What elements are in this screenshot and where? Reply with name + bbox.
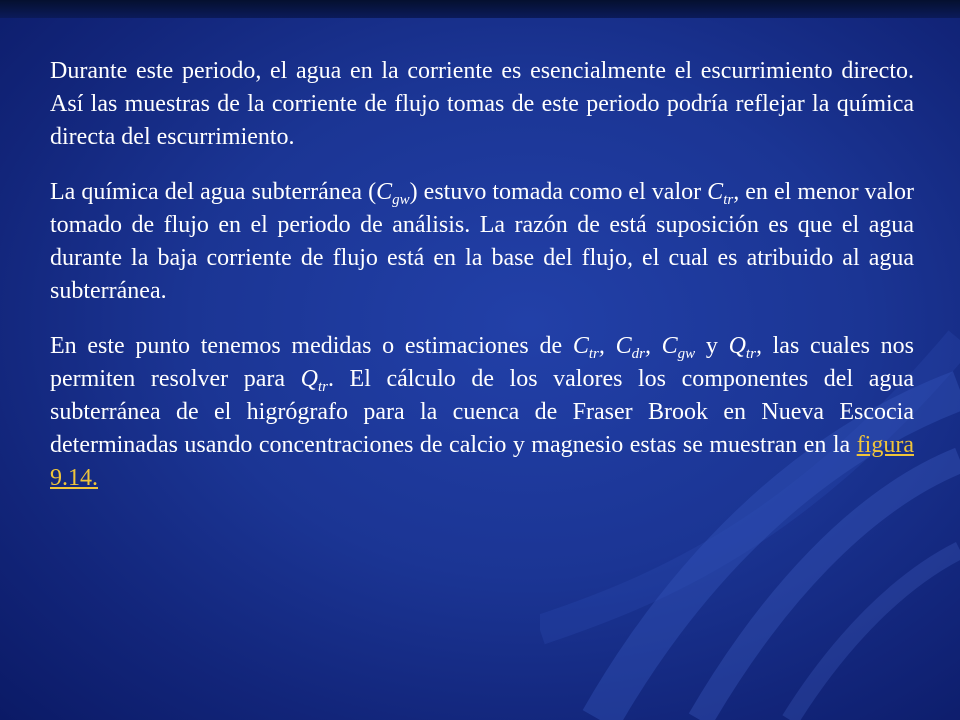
symbol-c-tr-2: $C_{tr}$, [572, 333, 616, 362]
p3-text-4: . El cálculo de los valores los componentes del agua subterránea de el higrógrafo para la cuenca de Fraser Brook en Nueva Escocia determinadas usando concentraciones de calcio y magnesio estas se muestran en la [50, 366, 914, 458]
symbol-c-tr: $C_{tr}$, [707, 179, 740, 208]
p3-text-2: y [695, 333, 729, 359]
symbol-q-tr: $Q_{tr}$, [728, 333, 762, 362]
paragraph-2 [50, 176, 914, 308]
p3-text-3: las cuales nos permiten resolver para [50, 333, 915, 392]
p2-text-2: ) estuvo tomada como el valor [409, 179, 708, 205]
slide-content [50, 55, 914, 517]
figure-link[interactable]: figura 9.14. [50, 432, 914, 491]
symbol-c-dr: $C_{dr}$, [615, 333, 662, 362]
paragraph-1-text: Durante este periodo, el agua en la corriente es esencialmente el escurrimiento directo. Así las muestras de la corriente de flujo tomas de este periodo podría reflejar la química directa del escurrimiento. [50, 58, 914, 150]
paragraph-1 [50, 55, 914, 154]
p2-text-1: La química del agua subterránea ( [50, 179, 377, 205]
p3-text-1: En este punto tenemos medidas o estimaciones de [50, 333, 573, 359]
p2-text-3: en el menor valor tomado de flujo en el periodo de análisis. La razón de está suposición es que el agua durante la baja corriente de flujo está en la base del flujo, el cual es atribuido al agua subterránea. [50, 179, 914, 304]
top-band [0, 0, 960, 18]
paragraph-3 [50, 330, 914, 495]
symbol-c-gw-2: $C_{gw}$ [661, 333, 696, 362]
symbol-c-gw: $C_{gw}$ [376, 179, 410, 208]
symbol-q-tr-2: $Q_{tr}$ [300, 366, 328, 395]
